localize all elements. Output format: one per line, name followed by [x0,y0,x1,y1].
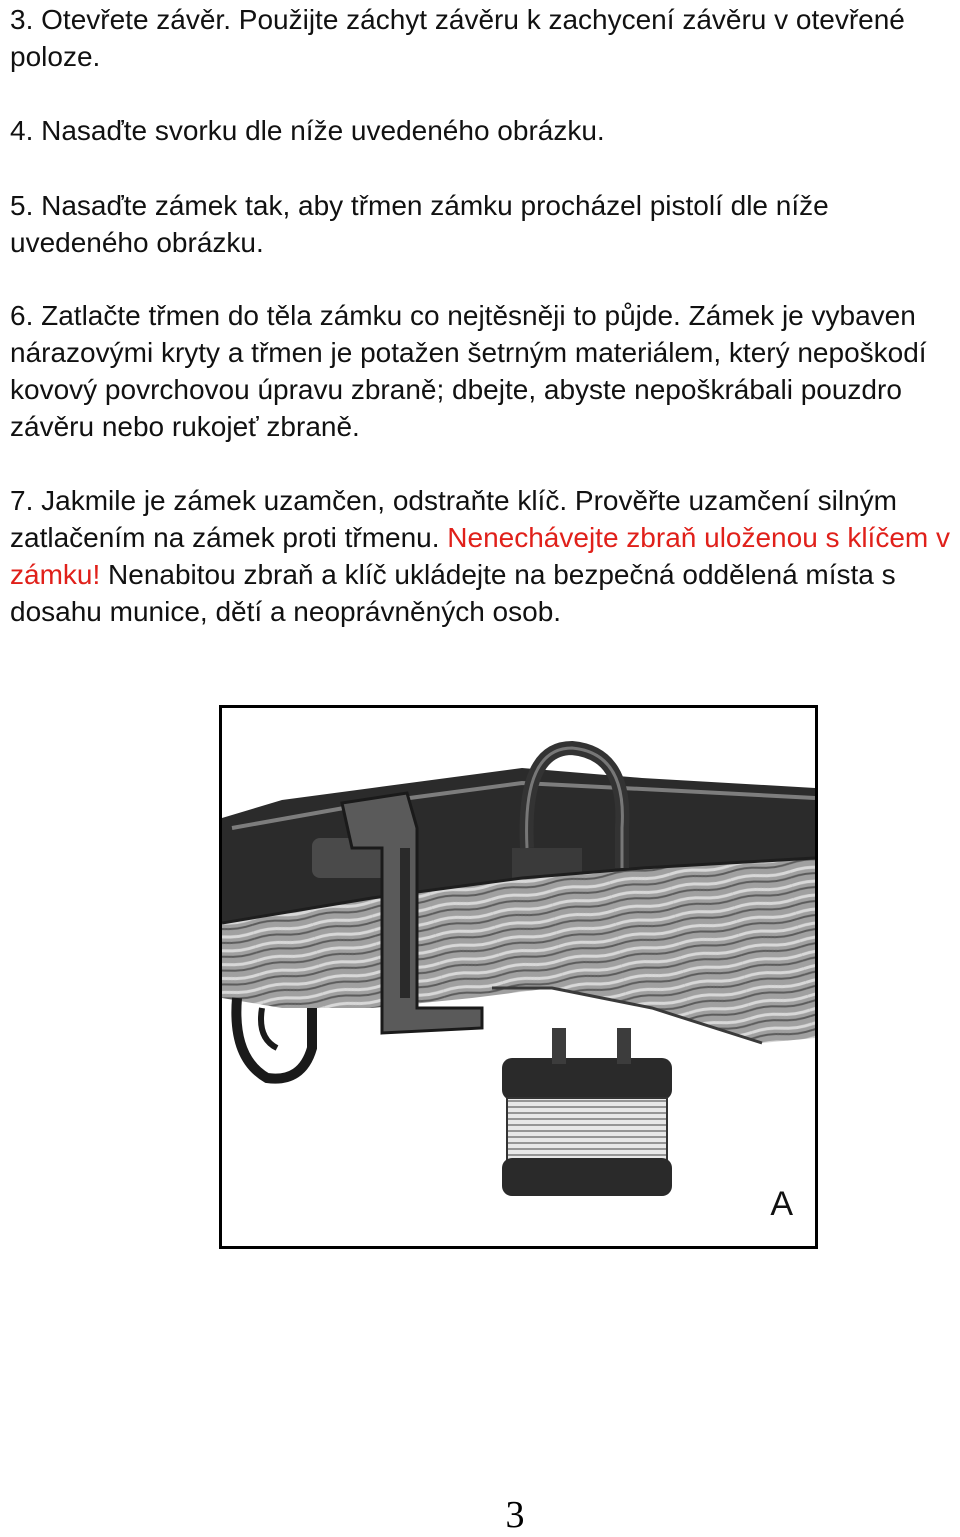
figure-label: A [770,1185,793,1223]
step-6-text: 6. Zatlačte třmen do těla zámku co nejtěsněji to půjde. Zámek je vybaven nárazovými kryty a třmen je potažen šetrným materiálem, který nepoškodí kovový povrchovou úpravu zbraně; dbejte, abyste nepoškrábali pouzdro závěru nebo rukojeť zbraně. [10,300,927,442]
step-7-text-before: 7. Jakmile je zámek uzamčen, odstraňte klíč. Prověřte uzamčení silným zatlačením na zámek proti třmenu. [10,485,898,553]
rifle-lock-figure [219,705,818,1249]
step-7-text [10,482,955,630]
page-number: 3 [505,1494,525,1536]
step-7-text-after: Nenabitou zbraň a klíč ukládejte na bezpečná oddělená místa s dosahu munice, dětí a neoprávněných osob. [10,559,896,627]
rifle-lock-illustration [222,708,815,1246]
step-5-text: 5. Nasaďte zámek tak, aby třmen zámku procházel pistolí dle níže uvedeného obrázku. [10,190,829,258]
step-4-text: 4. Nasaďte svorku dle níže uvedeného obrázku. [10,115,605,146]
step-7-warning: Nenechávejte zbraň uloženou s klíčem v zámku! [10,522,951,590]
step-3-text: 3. Otevřete závěr. Použijte záchyt závěru k zachycení závěru v otevřené poloze. [10,4,905,72]
